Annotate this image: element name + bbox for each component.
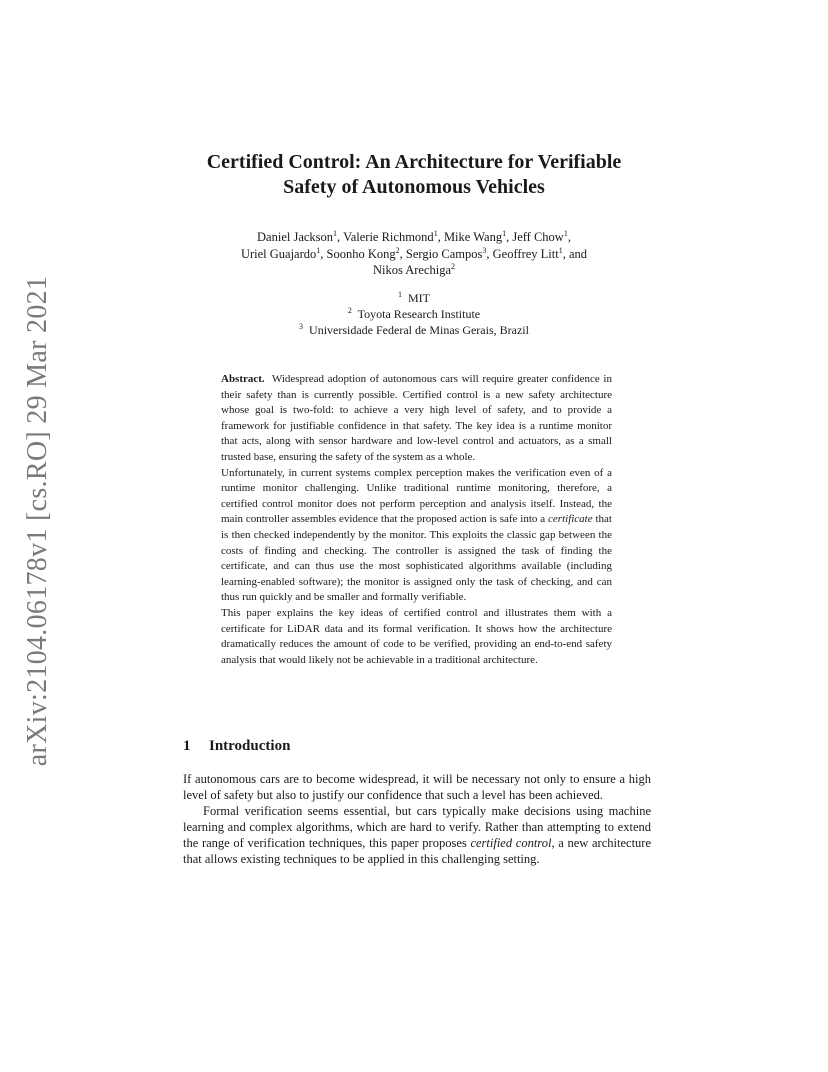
abstract-paragraph: Abstract. Widespread adoption of autonomous cars will require greater confidence in their safety than is currently possible. Certified control is a new safety architecture whose goal is two-fold: to achieve a very high level of safety, and to provide a framework for justifiable confidence in that safety. The key idea is a runtime monitor that acts, along with sensor hardware and low-level control and actuators, as a small trusted base, ensuring the safety of the system as a whole. (221, 373, 612, 463)
author: Valerie Richmond$^1$, (343, 229, 444, 244)
section-body (183, 771, 651, 867)
title-line-2: Safety of Autonomous Vehicles (283, 176, 545, 198)
author: Geoffrey Litt$^1$, and (492, 245, 588, 261)
affiliation: $^2$ Toyota Research Institute (347, 306, 481, 321)
author: Nikos Arechiga$^2$ (372, 262, 456, 277)
section-title: Introduction (209, 738, 291, 754)
arxiv-identifier: arXiv:2104.06178v1 [cs.RO] 29 Mar 2021 (22, 275, 54, 766)
author: Soonho Kong$^2$, (326, 245, 406, 261)
title-line-1: Certified Control: An Architecture for Verifiable (206, 151, 622, 173)
abstract-paragraph: Unfortunately, in current systems complex perception makes the verification even of a runtime monitor challenging. Unlike traditional runtime monitoring, therefore, a certified control monitor does not perform perception and analysis itself. Instead, the main controller assembles evidence that the proposed action is safe into a certificate that is then checked independently by the monitor. This exploits the classic gap between the costs of finding and checking. The controller is assigned the task of finding the certificate, and can thus use the most sophisticated algorithms available (including learning-enabled software); the monitor is assigned only the task of checking, and can thus run quickly and be smaller and formally verifiable. (221, 466, 612, 604)
body-paragraph: If autonomous cars are to become widespread, it will be necessary not only to ensure a high level of safety but also to justify our confidence that such a level has been achieved. (183, 772, 651, 802)
affiliation: $^3$ Universidade Federal de Minas Gerais, Brazil (299, 322, 529, 337)
body-paragraph: Formal verification seems essential, but cars typically make decisions using machine learning and complex algorithms, which are hard to verify. Rather than attempting to extend the range of verification techniques, this paper proposes certified control, a new architecture that allows existing techniques to be applied in this challenging setting. (183, 804, 651, 866)
author: Uriel Guajardo$^1$, (240, 245, 327, 261)
paper-title (150, 150, 678, 200)
arxiv-sidebar (18, 275, 58, 766)
abstract-label: Abstract. (221, 373, 265, 385)
author: Jeff Chow$^1$, (512, 229, 571, 244)
affiliation: $^1$ MIT (398, 290, 430, 305)
affiliation-list (200, 290, 628, 338)
section-heading (183, 738, 643, 755)
author: Mike Wang$^1$, (443, 229, 513, 244)
abstract (221, 372, 612, 668)
section-number: 1 (183, 738, 191, 754)
author: Sergio Campos$^3$, (405, 245, 493, 261)
author-list (180, 229, 648, 279)
author: Daniel Jackson$^1$, (257, 229, 344, 244)
abstract-paragraph: This paper explains the key ideas of certified control and illustrates them with a certificate for LiDAR data and its formal verification. It shows how the architecture dramatically reduces the amount of code to be verified, providing an end-to-end safety analysis that would likely not be achievable in a traditional architecture. (221, 606, 612, 666)
